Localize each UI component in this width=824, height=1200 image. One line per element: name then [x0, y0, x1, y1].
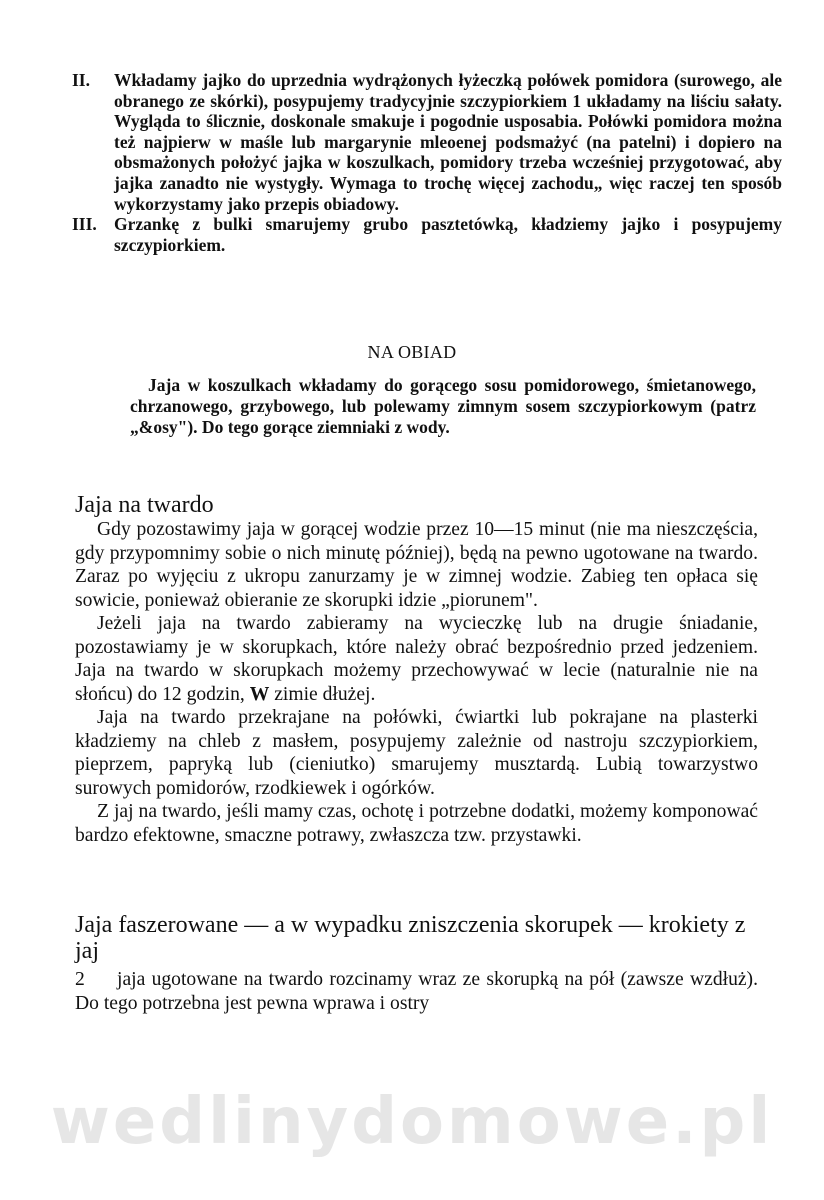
paragraph — [75, 968, 758, 1015]
list-text: Grzankę z bulki smarujemy grubo pasztetówką, kładziemy jajko i posypujemy szczypiorkiem. — [114, 214, 782, 255]
list-item — [72, 214, 782, 255]
list-text: Wkładamy jajko do uprzednia wydrążonych łyżeczką połówek pomidora (surowego, ale obranego ze skórki), posypujemy tradycyjnie szczypiorkiem 1 układamy na liściu sałaty. Wygląda to ślicznie, doskonale smakuje i pogodnie usposabia. Połówki pomidora można też najpierw w maśle lub margarynie mleoenej podsmażyć (na patelni) i dopiero na obsmażonych położyć jajka w koszulkach, pomidory trzeba wcześniej przygotować, aby jajka zanadto nie wystygły. Wymaga to trochę więcej zachodu„ więc raczej ten sposób wykorzystamy jako przepis obiadowy. — [114, 70, 782, 214]
paragraph: Jaja na twardo przekrajane na połówki, ćwiartki lub pokrajane na plasterki kładziemy na chleb z masłem, posypujemy zależnie od nastroju szczypiorkiem, pieprzem, papryką lub (cieniutko) smarujemy musztardą. Lubią towarzystwo surowych pomidorów, rzodkiewek i ogórków. — [75, 707, 758, 799]
section-body — [75, 518, 758, 847]
paragraph-text: Jeżeli jaja na twardo zabieramy na wycieczkę lub na drugie śniadanie, pozostawiamy je w skorupkach, które należy obrać bezpośrednio przed jedzeniem. Jaja na twardo w skorupkach możemy przechowywać w lecie (naturalnie nie na słońcu) do 12 godzin, — [75, 613, 758, 705]
list-number: II. — [72, 70, 90, 90]
bold-letter: W — [249, 683, 270, 705]
paragraph: Z jaj na twardo, jeśli mamy czas, ochotę i potrzebne dodatki, możemy komponować bardzo efektowne, smaczne potrawy, zwłaszcza tzw. przystawki. — [75, 801, 758, 846]
paragraph: Gdy pozostawimy jaja w gorącej wodzie przez 10—15 minut (nie ma nieszczęścia, gdy przypomnimy sobie o nich minutę później), będą na pewno ugotowane na twardo. Zaraz po wyjęciu z ukropu zanurzamy je w zimnej wodzie. Zabieg ten opłaca się sowicie, ponieważ obieranie ze skorupki idzie „piorunem". — [75, 519, 758, 611]
section-title: Jaja na twardo — [75, 492, 214, 518]
lunch-heading: NA OBIAD — [367, 342, 457, 362]
watermark: wedlinydomowe.pl — [50, 1085, 774, 1159]
paragraph-text: jaja ugotowane na twardo rozcinamy wraz ze skorupką na pół (zawsze wzdłuż). Do tego potrzebna jest pewna wprawa i ostry — [75, 969, 758, 1014]
lunch-paragraph: Jaja w koszulkach wkładamy do gorącego sosu pomidorowego, śmietanowego, chrzanowego, grzybowego, lub polewamy zimnym sosem szczypiorkowym (patrz „&osy"). Do tego gorące ziemniaki z wody. — [130, 375, 756, 437]
item-number: 2 — [75, 969, 85, 990]
paragraph-text: zimie dłużej. — [269, 683, 376, 705]
section-body — [75, 968, 758, 1015]
list-number: III. — [72, 214, 97, 235]
section-title: Jaja faszerowane — a w wypadku zniszczenia skorupek — krokiety z jaj — [75, 912, 746, 964]
list-item — [72, 70, 782, 214]
numbered-list — [72, 70, 782, 255]
paragraph — [75, 612, 758, 706]
